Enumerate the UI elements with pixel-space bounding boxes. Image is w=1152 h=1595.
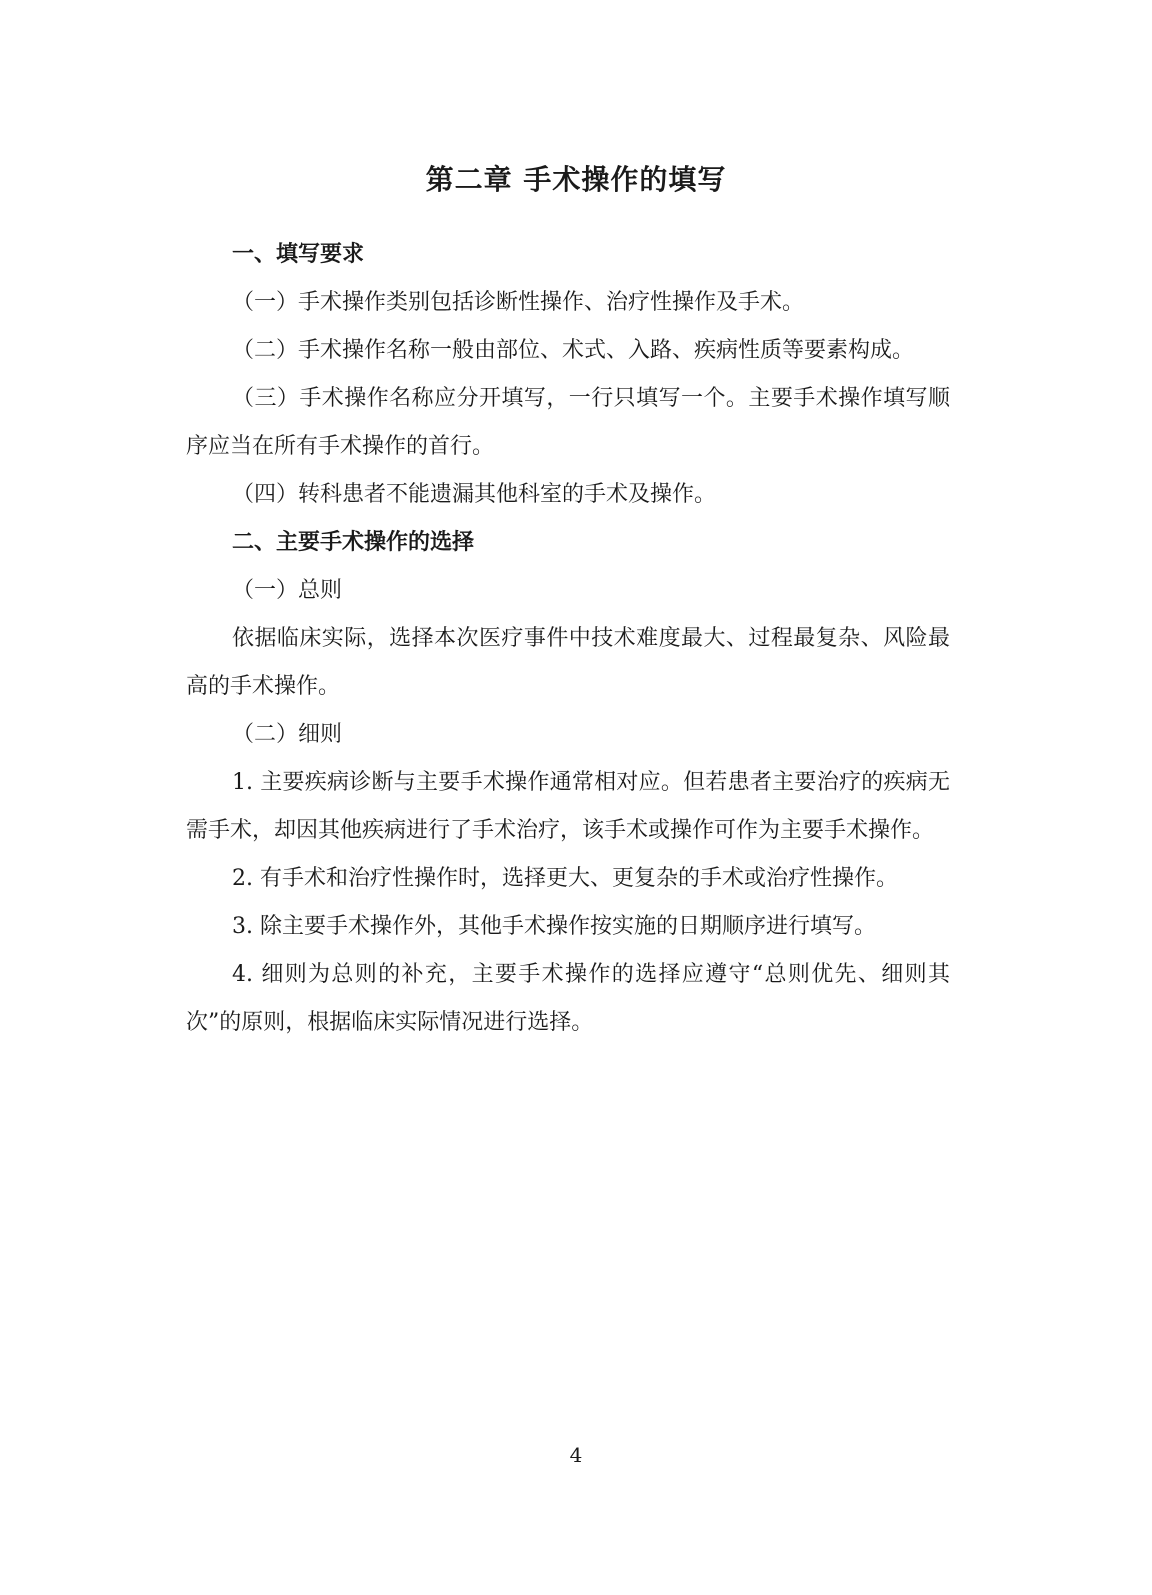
document-body: [186, 231, 950, 1047]
subsection-heading: （二）细则: [232, 722, 343, 747]
paragraph: （三）手术操作名称应分开填写，一行只填写一个。主要手术操作填写顺序应当在所有手术操作的首行。: [186, 386, 950, 459]
paragraph: 1. 主要疾病诊断与主要手术操作通常相对应。但若患者主要治疗的疾病无需手术，却因其他疾病进行了手术治疗，该手术或操作可作为主要手术操作。: [186, 770, 950, 843]
paragraph: 4. 细则为总则的补充，主要手术操作的选择应遵守“总则优先、细则其次”的原则，根据临床实际情况进行选择。: [186, 962, 950, 1035]
paragraph: （一）手术操作类别包括诊断性操作、治疗性操作及手术。: [232, 290, 805, 315]
paragraph: 3. 除主要手术操作外，其他手术操作按实施的日期顺序进行填写。: [232, 914, 876, 939]
page-number: 4: [569, 1443, 583, 1467]
subsection-heading: （一）总则: [232, 578, 343, 603]
paragraph: 2. 有手术和治疗性操作时，选择更大、更复杂的手术或治疗性操作。: [232, 866, 898, 891]
paragraph: 依据临床实际，选择本次医疗事件中技术难度最大、过程最复杂、风险最高的手术操作。: [186, 626, 950, 699]
paragraph: （四）转科患者不能遗漏其他科室的手术及操作。: [232, 482, 717, 507]
section-heading-1: 一、填写要求: [232, 242, 365, 267]
chapter-title: 第二章 手术操作的填写: [425, 163, 727, 196]
paragraph: （二）手术操作名称一般由部位、术式、入路、疾病性质等要素构成。: [232, 338, 915, 363]
section-heading-2: 二、主要手术操作的选择: [232, 530, 475, 555]
